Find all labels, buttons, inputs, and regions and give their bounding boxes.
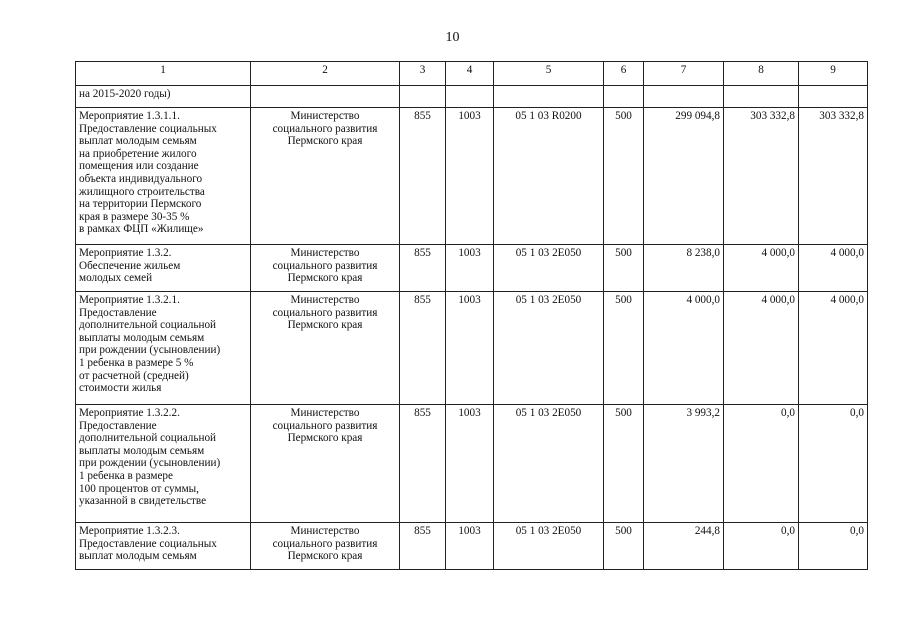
amount-year3-cell: 4 000,0 [799, 292, 868, 405]
amount-year3-cell: 303 332,8 [799, 108, 868, 245]
measure-name-line: в рамках ФЦП «Жилище» [79, 223, 204, 236]
measure-name-line: Мероприятие 1.3.2. [79, 247, 172, 259]
target-item-code-cell: 05 1 03 R0200 [494, 108, 604, 245]
page-number: 10 [445, 30, 460, 45]
measure-name-line: выплат молодым семьям [79, 135, 197, 148]
measure-name-line: жилищного строительства [79, 185, 205, 198]
measure-name-cell [76, 245, 251, 292]
amount-year2-cell: 0,0 [724, 405, 799, 523]
agency-cell [251, 245, 400, 292]
measure-name-line: Предоставление социальных [79, 537, 217, 550]
measure-name-line: Мероприятие 1.3.1.1. [79, 110, 180, 122]
ministry-code-cell: 855 [400, 292, 446, 405]
measure-name-line: Мероприятие 1.3.2.3. [79, 525, 180, 537]
agency-cell [251, 108, 400, 245]
amount-year3-cell: 4 000,0 [799, 245, 868, 292]
col-header-4: 4 [446, 62, 494, 86]
agency-cell [251, 523, 400, 570]
amount-year1-cell: 8 238,0 [644, 245, 724, 292]
measure-name-line: помещения или создание [79, 160, 199, 173]
measure-name-line: указанной в свидетельстве [79, 495, 207, 508]
agency-line: социального развития [272, 306, 378, 319]
ministry-code-cell: 855 [400, 523, 446, 570]
table-row [76, 405, 868, 523]
measure-name-line: выплат молодым семьям [79, 550, 197, 563]
section-code-cell: 1003 [446, 405, 494, 523]
table-row [76, 292, 868, 405]
continuation-text: на 2015-2020 годы) [76, 86, 251, 108]
measure-name-line: 100 процентов от суммы, [79, 482, 199, 495]
table-row [76, 523, 868, 570]
col-header-8: 8 [724, 62, 799, 86]
measure-name-line: объекта индивидуального [79, 172, 203, 185]
measure-name-cell [76, 292, 251, 405]
expense-type-cell: 500 [604, 405, 644, 523]
agency-line: Пермского края [287, 272, 363, 285]
col-header-2: 2 [251, 62, 400, 86]
amount-year1-cell: 299 094,8 [644, 108, 724, 245]
agency-line: Пермского края [287, 550, 363, 563]
agency-line: Пермского края [287, 135, 363, 148]
measure-name-line: 1 ребенка в размере 5 % [79, 356, 194, 369]
table-row [76, 108, 868, 245]
measure-name-line: при рождении (усыновлении) [79, 457, 221, 470]
expense-type-cell: 500 [604, 523, 644, 570]
measure-name-line: молодых семей [79, 272, 153, 285]
agency-line: Министерство [290, 110, 360, 122]
agency-cell [251, 405, 400, 523]
agency-cell [251, 292, 400, 405]
col-header-1: 1 [76, 62, 251, 86]
amount-year2-cell: 0,0 [724, 523, 799, 570]
target-item-code-cell: 05 1 03 2Е050 [494, 523, 604, 570]
continuation-row [76, 86, 868, 108]
col-header-9: 9 [799, 62, 868, 86]
amount-year1-cell: 3 993,2 [644, 405, 724, 523]
measure-name-line: дополнительной социальной [79, 319, 217, 332]
measure-name-line: от расчетной (средней) [79, 369, 189, 382]
measure-name-line: Предоставление [79, 419, 157, 432]
agency-line: Министерство [290, 247, 360, 259]
measure-name-cell [76, 523, 251, 570]
measure-name-cell [76, 405, 251, 523]
section-code-cell: 1003 [446, 108, 494, 245]
measure-name-cell [76, 108, 251, 245]
ministry-code-cell: 855 [400, 108, 446, 245]
col-header-5: 5 [494, 62, 604, 86]
amount-year1-cell: 4 000,0 [644, 292, 724, 405]
col-header-6: 6 [604, 62, 644, 86]
expense-type-cell: 500 [604, 292, 644, 405]
header-row [76, 62, 868, 86]
measure-name-line: на приобретение жилого [79, 147, 197, 160]
section-code-cell: 1003 [446, 245, 494, 292]
measure-name-line: дополнительной социальной [79, 432, 217, 445]
measure-name-line: края в размере 30-35 % [79, 210, 190, 223]
agency-line: социального развития [272, 259, 378, 272]
section-code-cell: 1003 [446, 292, 494, 405]
amount-year2-cell: 303 332,8 [724, 108, 799, 245]
measure-name-line: Мероприятие 1.3.2.2. [79, 407, 180, 419]
measure-name-line: при рождении (усыновлении) [79, 344, 221, 357]
target-item-code-cell: 05 1 03 2Е050 [494, 292, 604, 405]
budget-table [75, 61, 868, 570]
measure-name-line: 1 ребенка в размере [79, 469, 173, 482]
amount-year2-cell: 4 000,0 [724, 245, 799, 292]
measure-name-line: Предоставление [79, 306, 157, 319]
ministry-code-cell: 855 [400, 245, 446, 292]
agency-line: социального развития [272, 419, 378, 432]
col-header-7: 7 [644, 62, 724, 86]
agency-line: Пермского края [287, 319, 363, 332]
ministry-code-cell: 855 [400, 405, 446, 523]
target-item-code-cell: 05 1 03 2Е050 [494, 245, 604, 292]
expense-type-cell: 500 [604, 108, 644, 245]
amount-year3-cell: 0,0 [799, 405, 868, 523]
expense-type-cell: 500 [604, 245, 644, 292]
amount-year2-cell: 4 000,0 [724, 292, 799, 405]
measure-name-line: выплаты молодым семьям [79, 331, 205, 344]
measure-name-line: Мероприятие 1.3.2.1. [79, 294, 180, 306]
amount-year3-cell: 0,0 [799, 523, 868, 570]
agency-line: Министерство [290, 525, 360, 537]
target-item-code-cell: 05 1 03 2Е050 [494, 405, 604, 523]
agency-line: социального развития [272, 537, 378, 550]
agency-line: Министерство [290, 407, 360, 419]
agency-line: социального развития [272, 122, 378, 135]
measure-name-line: Предоставление социальных [79, 122, 217, 135]
agency-line: Министерство [290, 294, 360, 306]
agency-line: Пермского края [287, 432, 363, 445]
table-row [76, 245, 868, 292]
measure-name-line: выплаты молодым семьям [79, 444, 205, 457]
col-header-3: 3 [400, 62, 446, 86]
section-code-cell: 1003 [446, 523, 494, 570]
measure-name-line: стоимости жилья [79, 382, 162, 395]
measure-name-line: Обеспечение жильем [79, 259, 181, 272]
amount-year1-cell: 244,8 [644, 523, 724, 570]
measure-name-line: на территории Пермского [79, 198, 202, 211]
